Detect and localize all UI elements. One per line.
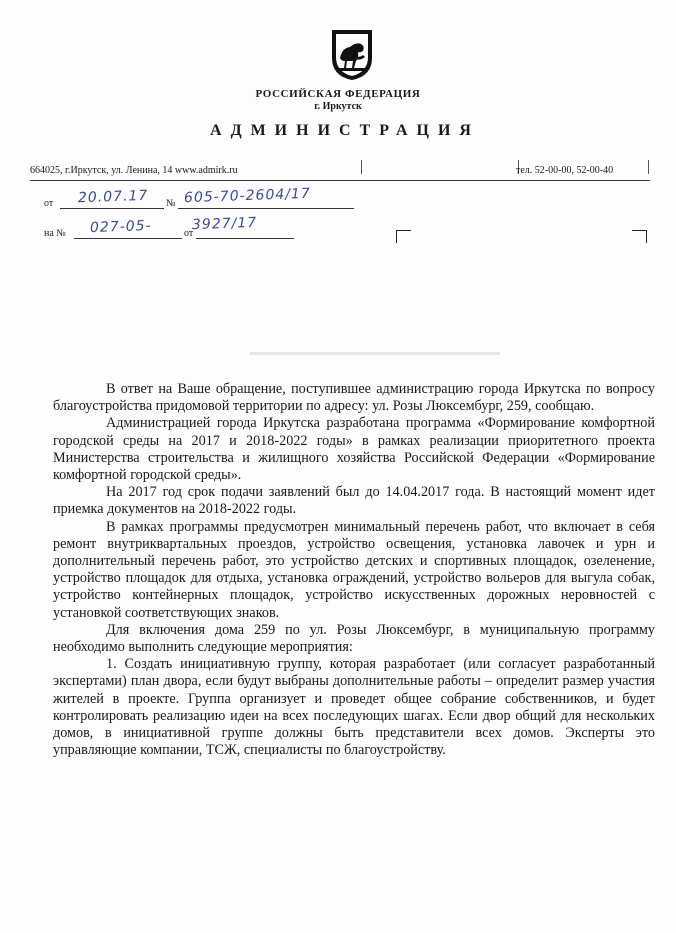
paragraph: 1. Создать инициативную группу, которая разработает (или согласует разработанный экспертами) план двора, если будут выбраны дополнительные работы – определит размер участия жителей в проекте. Группа организует и проведет общее собрание собственников, и будет контролировать реализацию идеи на всех последующих шагах. Если двор общий для нескольких домов, в инициативной группе должны быть представители всех домов. Эксперты это управляющие компании, ТСЖ, специалисты по благоустройству. xyxy=(53,656,655,759)
irkutsk-coat-of-arms-icon xyxy=(330,28,374,82)
paragraph: Для включения дома 259 по ул. Розы Люксембург, в муниципальную программу необходимо выполнить следующие мероприятия: xyxy=(53,621,655,656)
reply-number: 027-05- xyxy=(89,217,152,237)
reply-number-label: на № xyxy=(44,228,66,239)
country-heading: РОССИЙСКАЯ ФЕДЕРАЦИЯ xyxy=(255,88,421,100)
divider xyxy=(648,160,649,174)
reply-date-underline xyxy=(196,238,294,239)
header-rule xyxy=(30,180,650,181)
city-heading: г. Иркутск xyxy=(314,101,362,112)
scan-artifact xyxy=(250,352,500,355)
number-label: № xyxy=(166,198,176,209)
paragraph: В ответ на Ваше обращение, поступившее администрацию города Иркутска по вопросу благоустройства придомовой территории по адресу: ул. Розы Люксембург, 259, сообщаю. xyxy=(53,381,655,415)
address-corner-mark xyxy=(632,230,647,243)
reply-date: 3927/17 xyxy=(191,214,258,234)
reply-number-underline xyxy=(74,238,182,239)
reply-from-label: от xyxy=(184,228,194,239)
divider xyxy=(361,160,362,174)
letter-body xyxy=(53,381,655,759)
phone-line: тел. 52-00-00, 52-00-40 xyxy=(516,165,614,176)
letter-number: 605-70-2604/17 xyxy=(183,185,312,207)
paragraph: В рамках программы предусмотрен минимальный перечень работ, что включает в себя ремонт внутриквартальных проездов, устройство освещения, установка лавочек и урн и дополнительный перечень работ, это устройство детских и спортивных площадок, озеленение, устройство площадок для отдыха, установка ограждений, устройство вольеров для выгула собак, устройство контейнерных площадок, устройство искусственных дорожных неровностей с установкой соответствующих знаков. xyxy=(53,518,655,621)
from-label: от xyxy=(44,198,54,209)
number-underline xyxy=(178,208,354,209)
paragraph: На 2017 год срок подачи заявлений был до 14.04.2017 года. В настоящий момент идет приемка документов на 2018-2022 годы. xyxy=(53,484,655,518)
address-line: 664025, г.Иркутск, ул. Ленина, 14 www.admirk.ru xyxy=(30,165,238,176)
paragraph: Администрацией города Иркутска разработана программа «Формирование комфортной городской среды на 2017 и 2018-2022 годы» в рамках реализации приоритетного проекта Министерства строительства и жилищного хозяйства Российской Федерации «Формирование комфортной городской среды». xyxy=(53,415,655,484)
letter-date: 20.07.17 xyxy=(77,187,149,207)
org-heading: АДМИНИСТРАЦИЯ xyxy=(210,122,480,139)
date-underline xyxy=(60,208,164,209)
address-corner-mark xyxy=(396,230,411,243)
